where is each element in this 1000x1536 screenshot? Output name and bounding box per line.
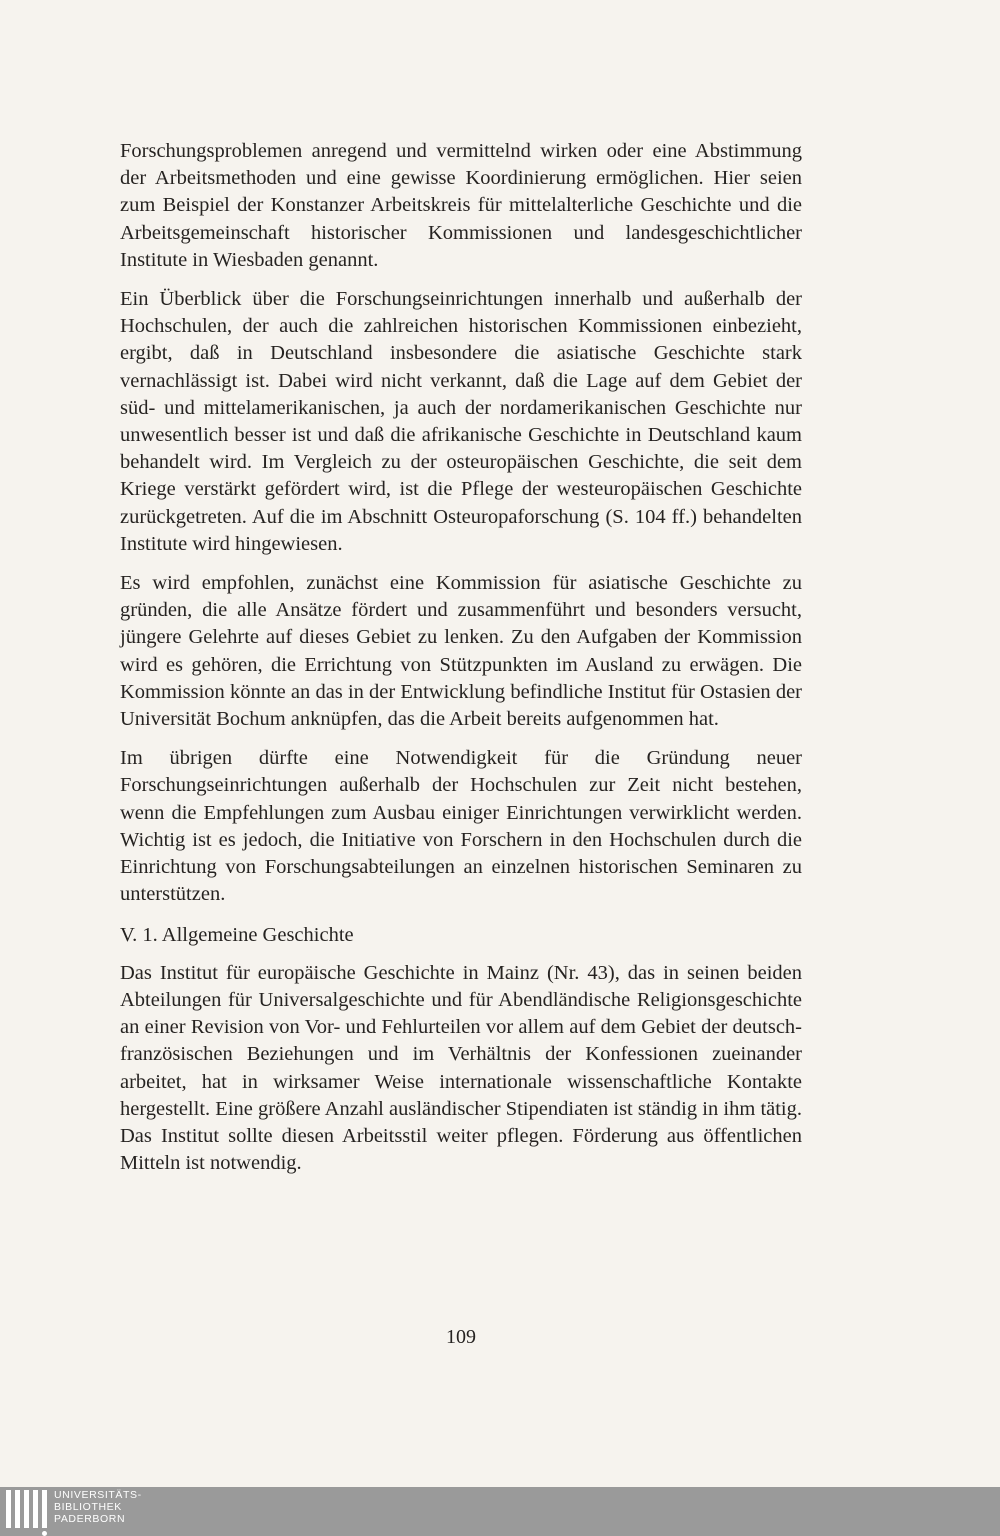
paragraph-1: Forschungsproblemen anregend und vermittelnd wirken oder eine Abstimmung der Arbeitsmethoden und eine gewisse Koordinierung ermöglichen. Hier seien zum Beispiel der Konstanzer Arbeitskreis für mittelalterliche Geschichte und die Arbeitsgemeinschaft historischer Kommissionen und landesgeschichtlicher Institute in Wiesbaden genannt. (120, 140, 802, 271)
library-logo-text (54, 1489, 142, 1525)
library-logo-icon (6, 1490, 51, 1534)
body-text (120, 138, 802, 1189)
logo-line-1: UNIVERSITÄTS- (54, 1489, 142, 1501)
paragraph-3: Es wird empfohlen, zunächst eine Kommission für asiatische Geschichte zu gründen, die alle Ansätze fördert und zusammenführt und besonders versucht, jüngere Gelehrte auf dieses Gebiet zu lenken. Zu den Aufgaben der Kommission wird es gehören, die Errichtung von Stützpunkten im Ausland zu erwägen. Die Kommission könnte an das in der Entwicklung befindliche Institut für Ostasien der Universität Bochum anknüpfen, das die Arbeit bereits aufgenommen hat. (120, 572, 802, 731)
logo-line-2: BIBLIOTHEK (54, 1501, 122, 1513)
section-heading: V. 1. Allgemeine Geschichte (120, 924, 354, 947)
paragraph-2: Ein Überblick über die Forschungseinrichtungen innerhalb und außerhalb der Hochschulen, der auch die zahlreichen historischen Kommissionen einbezieht, ergibt, daß in Deutschland insbesondere die asiatische Geschichte stark vernachlässigt ist. Dabei wird nicht verkannt, daß die Lage auf dem Gebiet der süd- und mittelamerikanischen, ja auch der nordamerikanischen Geschichte nur unwesentlich besser ist und daß die afrikanische Geschichte in Deutschland kaum behandelt wird. Im Vergleich zu der osteuropäischen Geschichte, die seit dem Kriege verstärkt gefördert wird, ist die Pflege der westeuropäischen Geschichte zurückgetreten. Auf die im Abschnitt Osteuropaforschung (S. 104 ff.) behandelten Institute wird hingewiesen. (120, 288, 802, 555)
paragraph-4: Im übrigen dürfte eine Notwendigkeit für die Gründung neuer Forschungseinrichtungen außerhalb der Hochschulen zur Zeit nicht bestehen, wenn die Empfehlungen zum Ausbau einiger Einrichtungen verwirklicht werden. Wichtig ist es jedoch, die Initiative von Forschern in den Hochschulen durch die Einrichtung von Forschungsabteilungen an einzelnen historischen Seminaren zu unterstützen. (120, 747, 802, 906)
page-number: 109 (446, 1326, 476, 1348)
library-footer (0, 1487, 1000, 1536)
section-paragraph: Das Institut für europäische Geschichte in Mainz (Nr. 43), das in seinen beiden Abteilungen für Universalgeschichte und für Abendländische Religionsgeschichte an einer Revision von Vor- und Fehlurteilen vor allem auf dem Gebiet der deutsch-französischen Beziehungen und im Verhältnis der Konfessionen zueinander arbeitet, hat in wirksamer Weise internationale wissenschaftliche Kontakte hergestellt. Eine größere Anzahl ausländischer Stipendiaten ist ständig in ihm tätig. Das Institut sollte diesen Arbeitsstil weiter pflegen. Förderung aus öffentlichen Mitteln ist notwendig. (120, 961, 802, 1175)
logo-line-3: PADERBORN (54, 1513, 126, 1525)
